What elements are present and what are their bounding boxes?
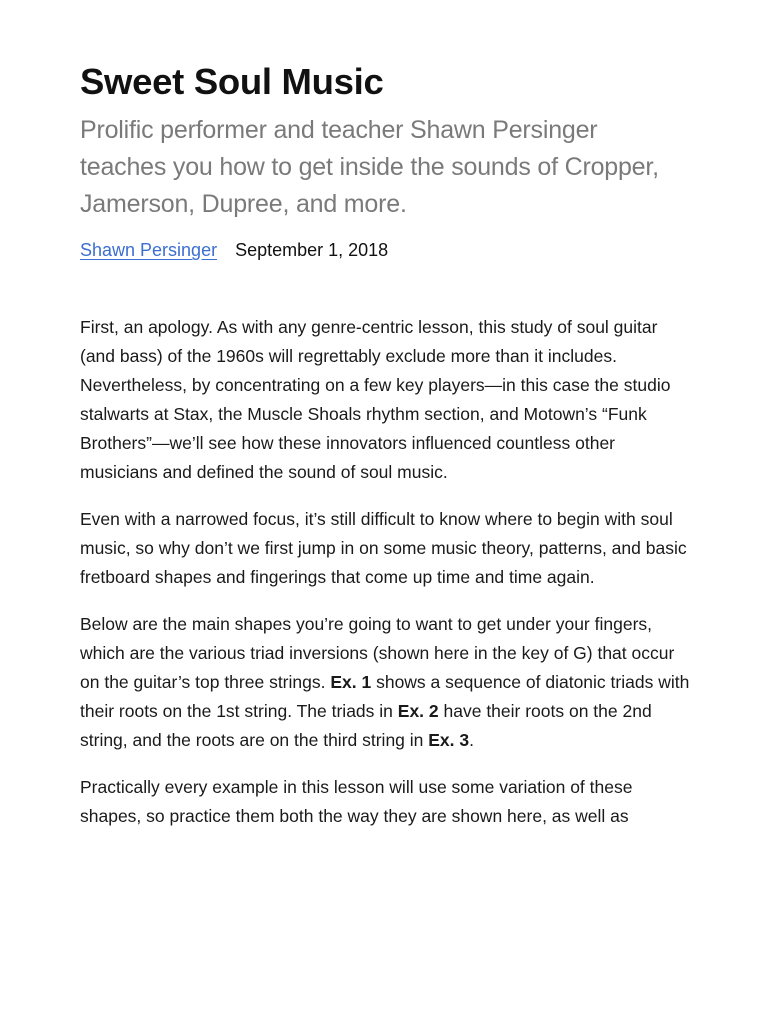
- example-reference: Ex. 2: [397, 701, 439, 721]
- article-title: Sweet Soul Music: [80, 61, 384, 102]
- publish-date: September 1, 2018: [235, 240, 389, 260]
- example-reference: Ex. 3: [428, 730, 470, 750]
- author-link[interactable]: Shawn Persinger: [80, 240, 218, 260]
- paragraph: First, an apology. As with any genre-centric lesson, this study of soul guitar (and bass) of the 1960s will regrettably exclude more than it includes. Nevertheless, by concentrating on a few key players—in this case the studio stalwarts at Stax, the Muscle Shoals rhythm section, and Motown’s “Funk Brothers”—we’ll see how these innovators influenced countless other musicians and defined the sound of soul music.: [80, 317, 671, 482]
- paragraph-text: .: [469, 730, 474, 750]
- paragraph: Even with a narrowed focus, it’s still difficult to know where to begin with soul music, so why don’t we first jump in on some music theory, patterns, and basic fretboard shapes and fingerings that come up time and time again.: [80, 509, 687, 587]
- paragraph-text: Below are the main shapes you’re going to want to get under your fingers, which are the various triad inversions (shown here in the key of G) that occur on the guitar’s top three strings.: [80, 614, 675, 692]
- article: [80, 58, 690, 849]
- paragraph: Practically every example in this lesson will use some variation of these shapes, so practice them both the way they are shown here, as well as: [80, 777, 633, 826]
- paragraph-text: shows a sequence of diatonic triads with their roots on the 1st string. The triads in: [80, 672, 690, 721]
- byline: [80, 237, 690, 263]
- article-subtitle: Prolific performer and teacher Shawn Persinger teaches you how to get inside the sounds of Cropper, Jamerson, Dupree, and more.: [80, 116, 659, 218]
- paragraph-text: have their roots on the 2nd string, and the roots are on the third string in: [80, 701, 652, 750]
- article-body: [80, 313, 690, 831]
- paragraph: [80, 610, 690, 755]
- example-reference: Ex. 1: [330, 672, 372, 692]
